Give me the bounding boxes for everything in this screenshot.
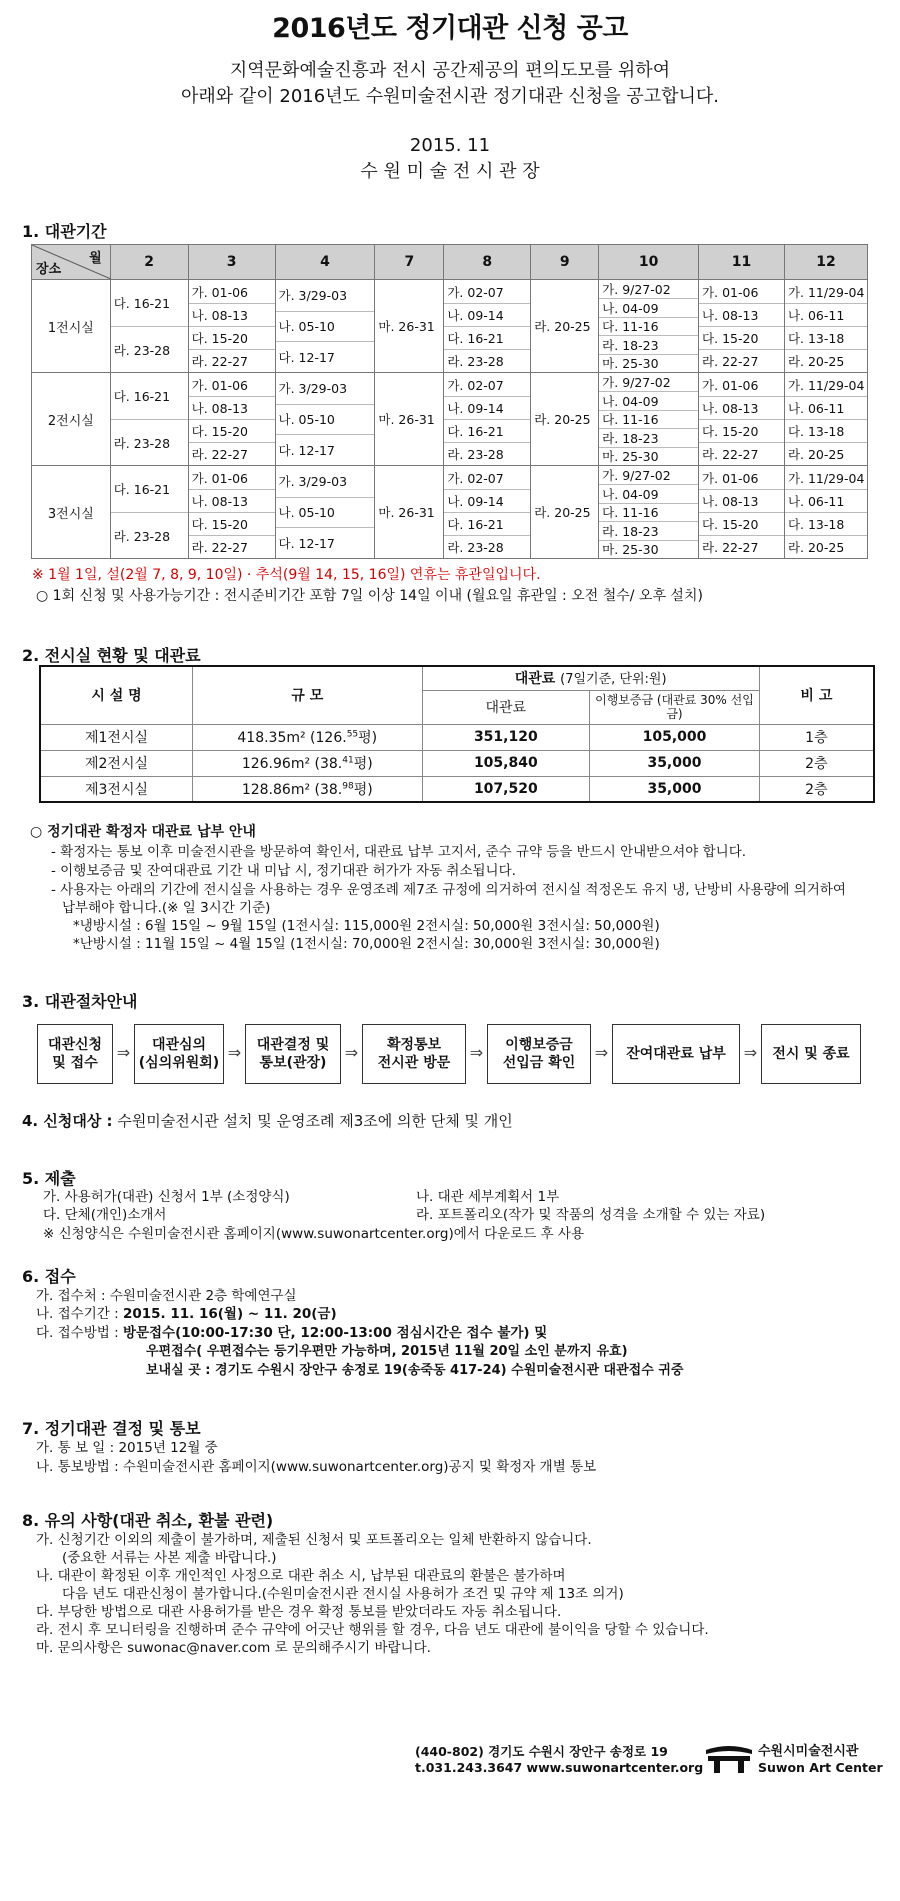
- period-slot: 라. 18-23: [599, 335, 698, 353]
- size-unit: 평): [353, 781, 373, 798]
- period-cell: [699, 373, 785, 466]
- period-cell: [599, 373, 699, 466]
- period-slot: 다. 16-21: [113, 389, 171, 404]
- section-4-text: 수원미술전시관 설치 및 운영조례 제3조에 의한 단체 및 개인: [117, 1112, 513, 1130]
- period-slot: 다. 15-20: [699, 419, 784, 442]
- month-header: 10: [599, 245, 699, 280]
- arrow-right-icon: ⇒: [469, 1043, 484, 1062]
- receipt-period-value: 2015. 11. 16(월) ~ 11. 20(금): [122, 1306, 337, 1322]
- deposit: 105,000: [590, 724, 760, 750]
- col-fee-group-sub: (7일기준, 단위:원): [560, 672, 667, 688]
- period-cell: [188, 466, 275, 559]
- payment-notice-title: ○ 정기대관 확정자 대관료 납부 안내: [30, 824, 256, 840]
- period-slot: 라. 20-25: [785, 349, 867, 372]
- fee-row: [40, 776, 874, 802]
- period-slot: 다. 16-21: [444, 512, 530, 535]
- col-fee-group-label: 대관료: [514, 671, 556, 688]
- section-7-heading: 7. 정기대관 결정 및 통보: [22, 1419, 201, 1438]
- facility-size: [193, 776, 422, 802]
- section-3-heading: 3. 대관절차안내: [22, 992, 138, 1011]
- fee-row: [40, 724, 874, 750]
- corner-header: [32, 245, 111, 280]
- period-slot: 가. 02-07: [447, 284, 504, 300]
- col-size: 규 모: [193, 666, 422, 724]
- period-slot: 다. 15-20: [189, 419, 275, 442]
- period-slot: 다. 12-17: [276, 434, 375, 465]
- receipt-place: 가. 접수처 : 수원미술전시관 2층 학예연구실: [36, 1288, 297, 1304]
- period-slot: 다. 16-21: [444, 419, 530, 442]
- period-slot: 가. 01-06: [702, 470, 759, 486]
- period-slot: 라. 22-27: [189, 535, 275, 558]
- receipt-method-value-2: 우편접수( 우편접수는 등기우편만 가능하며, 2015년 11월 20일 소인 분까지 유효): [146, 1344, 628, 1359]
- period-slot: 라. 22-27: [699, 349, 784, 372]
- arrow-right-icon: ⇒: [743, 1043, 758, 1062]
- period-slot: 라. 23-28: [111, 512, 188, 558]
- period-cell: 마. 26-31: [375, 466, 444, 559]
- arrow-right-icon: ⇒: [116, 1043, 131, 1062]
- size-value: 126.96m² (38.: [241, 756, 343, 772]
- procedure-step: [487, 1024, 591, 1084]
- arrow-right-icon: ⇒: [594, 1043, 609, 1062]
- procedure-flow: [37, 1024, 877, 1084]
- period-slot: 가. 02-07: [447, 377, 504, 393]
- period-slot: 라. 22-27: [189, 442, 275, 465]
- procedure-step: [761, 1024, 861, 1084]
- heating-fee-line: *난방시설 : 11월 15일 ~ 4월 15일 (1전시실: 70,000원 2전시실: 30,000원 3전시실: 30,000원): [73, 936, 660, 952]
- submit-item-ra: 라. 포트폴리오(작가 및 작품의 성격을 소개할 수 있는 자료): [416, 1207, 766, 1223]
- section-2-heading: 2. 전시실 현황 및 대관료: [22, 646, 201, 665]
- procedure-step-line: 이행보증금: [505, 1037, 573, 1053]
- period-slot: 라. 23-28: [111, 419, 188, 465]
- period-slot: 가. 01-06: [702, 284, 759, 300]
- size-decimal: 41: [342, 755, 354, 766]
- period-cell: [275, 373, 375, 466]
- caution-line: 다음 년도 대관신청이 불가합니다.(수원미술전시관 전시실 사용허가 조건 및 규약 제 13조 의거): [62, 1586, 624, 1602]
- receipt-method-label: 다. 접수방법 :: [36, 1325, 119, 1341]
- period-slot: 마. 25-30: [599, 354, 698, 372]
- receipt-period: [36, 1305, 337, 1323]
- caution-line: 나. 대관이 확정된 이후 개인적인 사정으로 대관 취소 시, 납부된 대관료의 환불은 불가하며: [36, 1568, 566, 1584]
- page-title: 2016년도 정기대관 신청 공고: [272, 13, 628, 44]
- period-slot: 다. 13-18: [785, 512, 867, 535]
- period-cell: [699, 280, 785, 373]
- period-slot: 가. 01-06: [191, 470, 248, 486]
- arrow-right-icon: ⇒: [227, 1043, 242, 1062]
- procedure-step: [362, 1024, 466, 1084]
- receipt-period-label: 나. 접수기간 :: [36, 1306, 119, 1322]
- caution-line: 가. 신청기간 이외의 제출이 불가하며, 제출된 신청서 및 포트폴리오는 일체 반환하지 않습니다.: [36, 1532, 592, 1548]
- section-4: [22, 1112, 513, 1130]
- size-unit: 평): [358, 730, 378, 746]
- notice-date: 2015. 11: [409, 135, 491, 156]
- deposit: 35,000: [590, 750, 760, 776]
- period-slot: 나. 05-10: [276, 311, 375, 342]
- footer-logo-english: Suwon Art Center: [758, 1760, 883, 1775]
- period-slot: 라. 22-27: [699, 442, 784, 465]
- receipt-method-value-1: 방문접수(10:00-17:30 단, 12:00-13:00 점심시간은 접수 불가) 및: [122, 1325, 548, 1341]
- size-unit: 평): [353, 756, 373, 772]
- size-value: 418.35m² (126.: [237, 730, 347, 746]
- footer-address: (440-802) 경기도 수원시 장안구 송정로 19: [415, 1744, 668, 1759]
- period-cell: [110, 280, 188, 373]
- period-cell: 마. 26-31: [375, 373, 444, 466]
- period-slot: 다. 15-20: [189, 512, 275, 535]
- submit-item-na: 나. 대관 세부계획서 1부: [416, 1189, 560, 1205]
- period-slot: 나. 08-13: [189, 396, 275, 419]
- period-slot: 마. 25-30: [599, 540, 698, 558]
- period-slot: 가. 3/29-03: [278, 474, 348, 490]
- suwon-art-center-logo-icon: [704, 1744, 754, 1774]
- hall-row: [32, 373, 868, 466]
- month-header: 7: [375, 245, 444, 280]
- receipt-method: [36, 1324, 547, 1342]
- period-slot: 다. 16-21: [113, 296, 171, 311]
- section-5-heading: 5. 제출: [22, 1169, 76, 1188]
- period-slot: 다. 16-21: [113, 482, 171, 497]
- period-cell: [444, 466, 531, 559]
- procedure-step-line: 전시관 방문: [377, 1055, 451, 1071]
- rental-period-table: [31, 244, 868, 559]
- rental-fee: 107,520: [422, 776, 590, 802]
- fee-table: [39, 665, 875, 803]
- period-slot: 라. 20-25: [785, 442, 867, 465]
- period-slot: 가. 11/29-04: [787, 284, 865, 300]
- period-slot: 나. 06-11: [785, 303, 867, 326]
- period-slot: 나. 08-13: [699, 303, 784, 326]
- period-cell: [784, 280, 867, 373]
- period-slot: 나. 09-14: [444, 303, 530, 326]
- period-slot: 다. 12-17: [276, 527, 375, 558]
- size-decimal: 55: [346, 729, 359, 740]
- notify-method: 나. 통보방법 : 수원미술전시관 홈페이지(www.suwonartcenter.org)공지 및 확정자 개별 통보: [36, 1459, 597, 1475]
- caution-line: 다. 부당한 방법으로 대관 사용허가를 받은 경우 확정 통보를 받았더라도 자동 취소됩니다.: [36, 1604, 562, 1620]
- period-cell: [599, 280, 699, 373]
- period-slot: 라. 18-23: [599, 521, 698, 539]
- footer-logo-korean: 수원시미술전시관: [758, 1744, 859, 1759]
- caution-contact: 마. 문의사항은 suwonac@naver.com 로 문의해주시기 바랍니다.: [36, 1640, 431, 1656]
- period-slot: 가. 01-06: [191, 284, 248, 300]
- period-cell: [275, 466, 375, 559]
- period-slot: 나. 06-11: [785, 489, 867, 512]
- floor-note: 2층: [759, 750, 874, 776]
- hall-name: 3전시실: [32, 466, 111, 559]
- period-cell: [699, 466, 785, 559]
- procedure-step-line: 통보(관장): [259, 1055, 327, 1071]
- size-decimal: 98: [342, 781, 354, 792]
- period-slot: 나. 09-14: [444, 396, 530, 419]
- period-cell: [444, 373, 531, 466]
- period-slot: 가. 9/27-02: [602, 282, 671, 298]
- period-slot: 나. 04-09: [599, 298, 698, 316]
- period-slot: 가. 3/29-03: [278, 381, 348, 397]
- period-slot: 다. 11-16: [599, 317, 698, 335]
- period-slot: 나. 08-13: [189, 303, 275, 326]
- period-cell: [188, 280, 275, 373]
- facility-size: [193, 750, 422, 776]
- notify-date: 가. 통 보 일 : 2015년 12월 중: [36, 1440, 218, 1456]
- intro-line-1: 지역문화예술진흥과 전시 공간제공의 편의도모를 위하여: [229, 60, 671, 81]
- month-header: 3: [188, 245, 275, 280]
- period-slot: 라. 23-28: [444, 349, 530, 372]
- procedure-step-line: 대관심의: [151, 1037, 207, 1053]
- period-cell: [444, 280, 531, 373]
- procedure-step-line: 전시 및 종료: [772, 1046, 850, 1062]
- period-slot: 나. 04-09: [599, 391, 698, 409]
- procedure-step-line: 잔여대관료 납부: [626, 1046, 726, 1062]
- section-6-heading: 6. 접수: [22, 1267, 76, 1286]
- month-header: 4: [275, 245, 375, 280]
- period-slot: 나. 08-13: [699, 489, 784, 512]
- period-slot: 다. 11-16: [599, 410, 698, 428]
- period-slot: 다. 15-20: [189, 326, 275, 349]
- period-cell: 라. 20-25: [531, 280, 599, 373]
- floor-note: 2층: [759, 776, 874, 802]
- section-1-heading: 1. 대관기간: [22, 222, 107, 241]
- period-slot: 가. 9/27-02: [602, 468, 671, 484]
- col-facility-name: 시 설 명: [40, 666, 193, 724]
- period-cell: [784, 373, 867, 466]
- intro-line-2: 아래와 같이 2016년도 수원미술전시관 정기대관 신청을 공고합니다.: [181, 86, 719, 107]
- facility-name: 제1전시실: [40, 724, 193, 750]
- period-slot: 라. 23-28: [111, 326, 188, 372]
- period-cell: [110, 373, 188, 466]
- period-slot: 다. 16-21: [444, 326, 530, 349]
- cooling-fee-line: *냉방시설 : 6월 15일 ~ 9월 15일 (1전시실: 115,000원 2전시실: 50,000원 3전시실: 50,000원): [73, 918, 660, 934]
- period-slot: 나. 06-11: [785, 396, 867, 419]
- caution-line: (중요한 서류는 사본 제출 바랍니다.): [62, 1550, 277, 1566]
- floor-note: 1층: [759, 724, 874, 750]
- procedure-step: [612, 1024, 740, 1084]
- section-4-heading: 4. 신청대상 :: [22, 1112, 113, 1130]
- period-slot: 가. 11/29-04: [787, 377, 865, 393]
- period-cell: 라. 20-25: [531, 466, 599, 559]
- hall-row: [32, 466, 868, 559]
- col-note: 비 고: [759, 666, 874, 724]
- period-slot: 라. 22-27: [699, 535, 784, 558]
- facility-size: [193, 724, 422, 750]
- corner-month-label: 월: [89, 251, 102, 266]
- period-slot: 가. 01-06: [702, 377, 759, 393]
- period-slot: 가. 3/29-03: [278, 288, 348, 304]
- procedure-step-line: 확정통보: [386, 1037, 442, 1053]
- month-header: 12: [784, 245, 867, 280]
- month-header: 8: [444, 245, 531, 280]
- hall-name: 2전시실: [32, 373, 111, 466]
- period-cell: [188, 373, 275, 466]
- period-slot: 나. 05-10: [276, 404, 375, 435]
- period-cell: 라. 20-25: [531, 373, 599, 466]
- period-slot: 라. 22-27: [189, 349, 275, 372]
- procedure-step: [134, 1024, 224, 1084]
- period-slot: 다. 15-20: [699, 326, 784, 349]
- arrow-right-icon: ⇒: [344, 1043, 359, 1062]
- period-slot: 나. 09-14: [444, 489, 530, 512]
- month-header: 11: [699, 245, 785, 280]
- facility-name: 제3전시실: [40, 776, 193, 802]
- period-cell: [110, 466, 188, 559]
- period-cell: [275, 280, 375, 373]
- procedure-step: [245, 1024, 341, 1084]
- submit-item-ga: 가. 사용허가(대관) 신청서 1부 (소정양식): [43, 1189, 290, 1205]
- period-slot: 다. 13-18: [785, 326, 867, 349]
- payment-notice-line: - 사용자는 아래의 기간에 전시실을 사용하는 경우 운영조례 제7조 규정에 의거하여 전시실 적정온도 유지 냉, 난방비 사용량에 의거하여: [51, 882, 846, 898]
- period-slot: 나. 08-13: [699, 396, 784, 419]
- procedure-step: [37, 1024, 113, 1084]
- period-slot: 나. 05-10: [276, 497, 375, 528]
- payment-notice-line: - 이행보증금 및 잔여대관료 기간 내 미납 시, 정기대관 허가가 자동 취소됩니다.: [51, 863, 516, 879]
- col-fee-group: [422, 666, 759, 690]
- payment-notice-line: 납부해야 합니다.(※ 일 3시간 기준): [62, 900, 271, 916]
- period-slot: 다. 15-20: [699, 512, 784, 535]
- submit-note: ※ 신청양식은 수원미술전시관 홈페이지(www.suwonartcenter.org)에서 다운로드 후 사용: [43, 1226, 584, 1242]
- submit-item-da: 다. 단체(개인)소개서: [43, 1207, 167, 1223]
- fee-row: [40, 750, 874, 776]
- period-slot: 라. 23-28: [444, 535, 530, 558]
- issuer: 수 원 미 술 전 시 관 장: [360, 161, 540, 182]
- period-slot: 다. 13-18: [785, 419, 867, 442]
- period-cell: [599, 466, 699, 559]
- period-slot: 다. 12-17: [276, 341, 375, 372]
- section-8-heading: 8. 유의 사항(대관 취소, 환불 관련): [22, 1511, 274, 1530]
- period-slot: 가. 02-07: [447, 470, 504, 486]
- col-fee: 대관료: [422, 690, 590, 724]
- footer-contact: t.031.243.3647 www.suwonartcenter.org: [415, 1760, 704, 1775]
- month-header: 9: [531, 245, 599, 280]
- usage-period-note: ○ 1회 신청 및 사용가능기간 : 전시준비기간 포함 7일 이상 14일 이내 (월요일 휴관일 : 오전 철수/ 오후 설치): [36, 588, 703, 604]
- period-slot: 다. 11-16: [599, 503, 698, 521]
- receipt-method-value-3: 보내실 곳 : 경기도 수원시 장안구 송정로 19(송죽동 417-24) 수원미술전시관 대관접수 귀중: [146, 1363, 684, 1378]
- period-slot: 가. 11/29-04: [787, 470, 865, 486]
- period-slot: 마. 25-30: [599, 447, 698, 465]
- payment-notice-line: - 확정자는 통보 이후 미술전시관을 방문하여 확인서, 대관료 납부 고지서, 준수 규약 등을 반드시 안내받으셔야 합니다.: [51, 844, 747, 860]
- month-header: 2: [110, 245, 188, 280]
- hall-row: [32, 280, 868, 373]
- size-value: 128.86m² (38.: [241, 781, 343, 798]
- hall-name: 1전시실: [32, 280, 111, 373]
- procedure-step-line: 및 접수: [52, 1055, 98, 1071]
- deposit: 35,000: [590, 776, 760, 802]
- period-slot: 라. 18-23: [599, 428, 698, 446]
- facility-name: 제2전시실: [40, 750, 193, 776]
- period-cell: [784, 466, 867, 559]
- period-slot: 나. 08-13: [189, 489, 275, 512]
- rental-fee: 105,840: [422, 750, 590, 776]
- period-slot: 가. 01-06: [191, 377, 248, 393]
- corner-place-label: 장소: [36, 262, 62, 277]
- procedure-step-line: (심의위원회): [138, 1055, 220, 1071]
- procedure-step-line: 대관신청: [47, 1037, 103, 1053]
- period-slot: 라. 23-28: [444, 442, 530, 465]
- procedure-step-line: 대관결정 및: [256, 1037, 330, 1053]
- holiday-note: ※ 1월 1일, 설(2월 7, 8, 9, 10일) · 추석(9월 14, 15, 16일) 연휴는 휴관일입니다.: [32, 567, 541, 583]
- caution-line: 라. 전시 후 모니터링을 진행하며 준수 규약에 어긋난 행위를 할 경우, 다음 년도 대관에 불이익을 당할 수 있습니다.: [36, 1622, 709, 1638]
- period-cell: 마. 26-31: [375, 280, 444, 373]
- procedure-step-line: 선입금 확인: [502, 1055, 576, 1071]
- col-deposit: 이행보증금 (대관료 30% 선입금): [590, 690, 760, 724]
- period-slot: 라. 20-25: [785, 535, 867, 558]
- rental-fee: 351,120: [422, 724, 590, 750]
- period-slot: 나. 04-09: [599, 484, 698, 502]
- period-slot: 가. 9/27-02: [602, 375, 671, 391]
